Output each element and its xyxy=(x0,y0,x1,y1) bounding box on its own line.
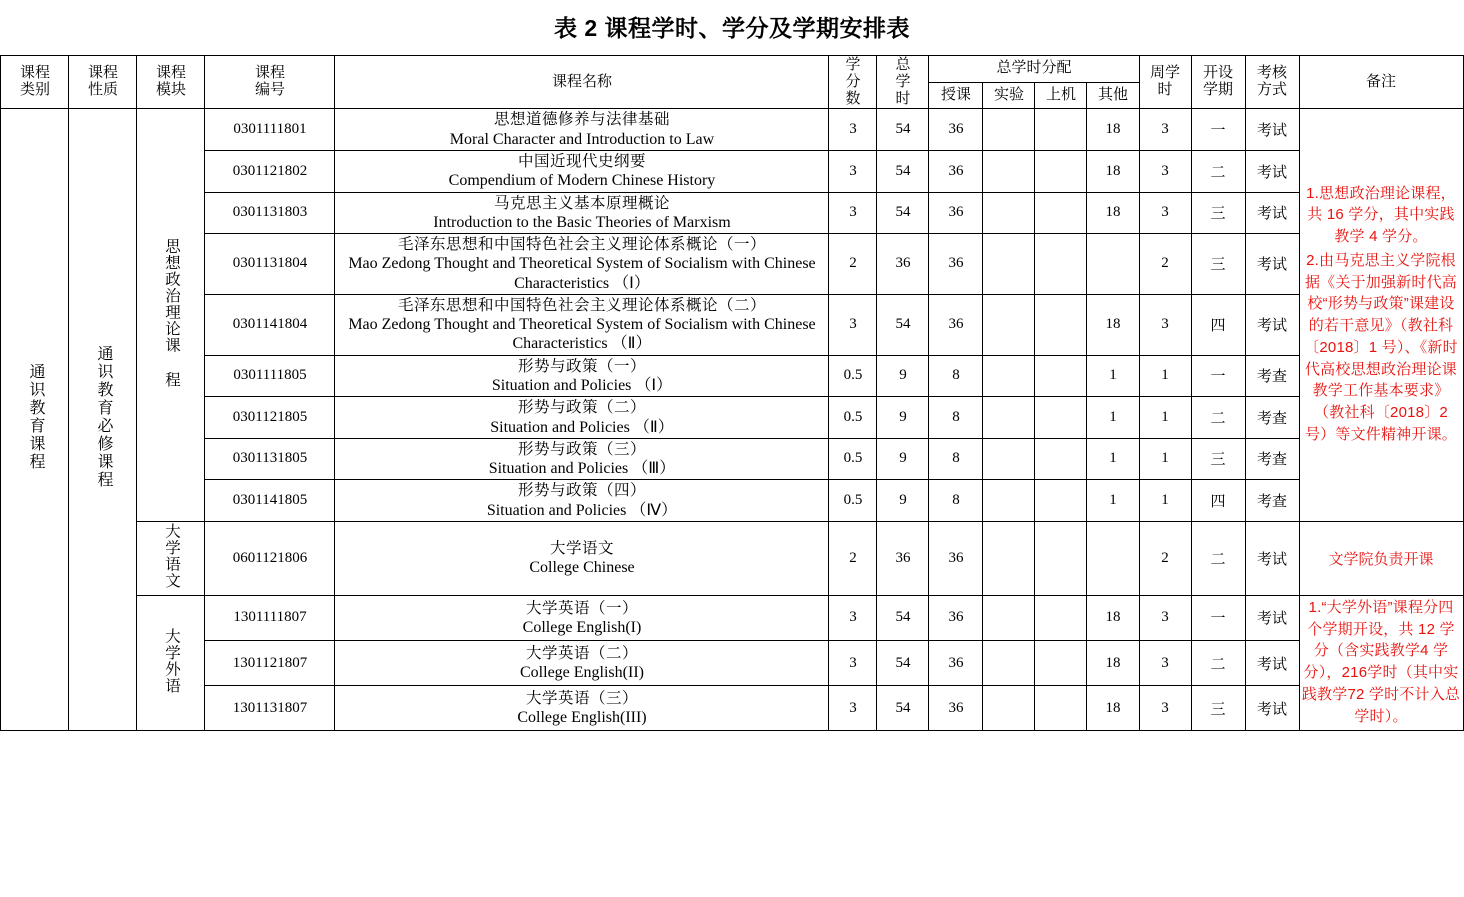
cell-course-name xyxy=(335,686,829,731)
cell-lecture-hours: 36 xyxy=(929,686,983,731)
cell-weekly-hours: 1 xyxy=(1139,480,1191,522)
header-course-module: 课程 模块 xyxy=(137,56,205,109)
cell-computer-hours xyxy=(1035,397,1087,439)
course-name-cn: 形势与政策（二） xyxy=(517,399,646,417)
group-module-chinese-cell xyxy=(137,521,205,595)
cell-weekly-hours: 1 xyxy=(1139,355,1191,397)
cell-course-name xyxy=(335,109,829,151)
cell-total-hours: 54 xyxy=(877,686,929,731)
cell-weekly-hours: 2 xyxy=(1139,521,1191,595)
cell-credits: 2 xyxy=(829,521,877,595)
cell-other-hours: 18 xyxy=(1087,686,1139,731)
cell-credits: 3 xyxy=(829,294,877,355)
cell-lecture-hours: 36 xyxy=(929,150,983,192)
course-name-en: Moral Character and Introduction to Law xyxy=(449,130,715,148)
cell-weekly-hours: 3 xyxy=(1139,686,1191,731)
cell-weekly-hours: 3 xyxy=(1139,294,1191,355)
cell-exam-type: 考查 xyxy=(1245,355,1299,397)
cell-experiment-hours xyxy=(983,640,1035,685)
cell-computer-hours xyxy=(1035,109,1087,151)
cell-credits: 3 xyxy=(829,640,877,685)
course-name-en: College Chinese xyxy=(529,559,635,577)
cell-lecture-hours: 36 xyxy=(929,294,983,355)
course-name-en: Situation and Policies （Ⅳ） xyxy=(486,501,678,519)
cell-course-code: 0601121806 xyxy=(205,521,335,595)
remark-foreign-line-1: 1.“大学外语”课程分四个学期开设，共 12 学分（含实践教学4 学分），216学时（其中实践教学72 学时不计入总学时）。 xyxy=(1301,598,1461,725)
course-name-cn: 大学英语（一） xyxy=(525,599,638,617)
cell-lecture-hours: 36 xyxy=(929,521,983,595)
table-row xyxy=(1,640,1463,685)
cell-lecture-hours: 8 xyxy=(929,397,983,439)
cell-exam-type: 考试 xyxy=(1245,595,1299,640)
header-hours-distribution: 总学时分配 xyxy=(929,56,1139,83)
course-name-cn: 毛泽东思想和中国特色社会主义理论体系概论（一） xyxy=(397,236,766,254)
cell-lecture-hours: 36 xyxy=(929,109,983,151)
cell-other-hours: 18 xyxy=(1087,595,1139,640)
cell-weekly-hours: 1 xyxy=(1139,438,1191,480)
cell-course-code: 1301121807 xyxy=(205,640,335,685)
cell-exam-type: 考试 xyxy=(1245,109,1299,151)
cell-course-code: 0301111801 xyxy=(205,109,335,151)
cell-exam-type: 考试 xyxy=(1245,234,1299,295)
course-name-en: Situation and Policies （Ⅰ） xyxy=(491,376,673,394)
cell-other-hours: 1 xyxy=(1087,355,1139,397)
cell-experiment-hours xyxy=(983,150,1035,192)
cell-other-hours: 1 xyxy=(1087,397,1139,439)
cell-credits: 3 xyxy=(829,150,877,192)
cell-credits: 3 xyxy=(829,109,877,151)
course-name-en: College English(II) xyxy=(520,664,644,682)
cell-course-code: 0301141804 xyxy=(205,294,335,355)
cell-lecture-hours: 36 xyxy=(929,595,983,640)
table-row xyxy=(1,686,1463,731)
cell-other-hours: 1 xyxy=(1087,438,1139,480)
cell-lecture-hours: 8 xyxy=(929,355,983,397)
cell-total-hours: 54 xyxy=(877,595,929,640)
cell-term: 二 xyxy=(1191,640,1245,685)
cell-total-hours: 36 xyxy=(877,234,929,295)
course-name-en: Mao Zedong Thought and Theoretical System of Socialism with Chinese Characteristics （Ⅰ） xyxy=(348,255,816,292)
cell-computer-hours xyxy=(1035,150,1087,192)
course-name-cn: 思想道德修养与法律基础 xyxy=(493,111,670,129)
cell-total-hours: 54 xyxy=(877,150,929,192)
cell-term: 三 xyxy=(1191,234,1245,295)
header-experiment-hours: 实验 xyxy=(983,82,1035,109)
cell-computer-hours xyxy=(1035,595,1087,640)
cell-lecture-hours: 36 xyxy=(929,192,983,234)
cell-credits: 0.5 xyxy=(829,355,877,397)
cell-experiment-hours xyxy=(983,397,1035,439)
cell-term: 二 xyxy=(1191,521,1245,595)
cell-weekly-hours: 3 xyxy=(1139,192,1191,234)
group-category-label: 通识教育课程 xyxy=(26,363,44,472)
cell-term: 二 xyxy=(1191,150,1245,192)
cell-lecture-hours: 8 xyxy=(929,480,983,522)
remark-politics-line-1: 1.思想政治理论课程，共 16 学分，其中实践教学 4 学分。 xyxy=(1306,184,1456,246)
table-row xyxy=(1,595,1463,640)
course-name-cn: 形势与政策（四） xyxy=(517,482,646,500)
course-name-en: Introduction to the Basic Theories of Marxism xyxy=(433,213,731,231)
cell-credits: 2 xyxy=(829,234,877,295)
page-title: 表 2 课程学时、学分及学期安排表 xyxy=(553,15,911,41)
cell-exam-type: 考试 xyxy=(1245,640,1299,685)
remark-politics xyxy=(1299,109,1463,521)
cell-exam-type: 考试 xyxy=(1245,192,1299,234)
course-name-en: Situation and Policies （Ⅲ） xyxy=(488,460,676,478)
header-course-code: 课程 编号 xyxy=(205,56,335,109)
table-row xyxy=(1,192,1463,234)
cell-weekly-hours: 3 xyxy=(1139,595,1191,640)
cell-exam-type: 考试 xyxy=(1245,150,1299,192)
table-header-row-1 xyxy=(1,56,1463,83)
table-row xyxy=(1,234,1463,295)
table-row xyxy=(1,109,1463,151)
group-nature-cell xyxy=(69,109,137,731)
course-name-cn: 大学英语（二） xyxy=(525,644,638,662)
cell-experiment-hours xyxy=(983,595,1035,640)
cell-computer-hours xyxy=(1035,640,1087,685)
cell-exam-type: 考试 xyxy=(1245,521,1299,595)
cell-computer-hours xyxy=(1035,521,1087,595)
cell-computer-hours xyxy=(1035,192,1087,234)
cell-total-hours: 54 xyxy=(877,109,929,151)
cell-course-code: 1301131807 xyxy=(205,686,335,731)
cell-lecture-hours: 36 xyxy=(929,234,983,295)
cell-experiment-hours xyxy=(983,355,1035,397)
group-module-chinese-label: 大学语文 xyxy=(163,522,181,589)
cell-course-name xyxy=(335,640,829,685)
cell-credits: 3 xyxy=(829,192,877,234)
cell-course-code: 0301131805 xyxy=(205,438,335,480)
cell-exam-type: 考试 xyxy=(1245,294,1299,355)
cell-other-hours xyxy=(1087,234,1139,295)
cell-course-code: 0301141805 xyxy=(205,480,335,522)
cell-course-name xyxy=(335,294,829,355)
cell-weekly-hours: 1 xyxy=(1139,397,1191,439)
cell-course-code: 0301121802 xyxy=(205,150,335,192)
cell-course-name xyxy=(335,234,829,295)
cell-lecture-hours: 36 xyxy=(929,640,983,685)
course-name-cn: 毛泽东思想和中国特色社会主义理论体系概论（二） xyxy=(397,296,766,314)
table-row xyxy=(1,150,1463,192)
cell-total-hours: 54 xyxy=(877,192,929,234)
cell-course-name xyxy=(335,397,829,439)
cell-experiment-hours xyxy=(983,521,1035,595)
course-name-cn: 大学语文 xyxy=(549,540,614,558)
table-row xyxy=(1,438,1463,480)
group-nature-label: 通识教育必修课程 xyxy=(94,345,112,490)
course-name-cn: 中国近现代史纲要 xyxy=(517,152,646,170)
cell-computer-hours xyxy=(1035,480,1087,522)
header-weekly-hours: 周学 时 xyxy=(1139,56,1191,109)
cell-term: 三 xyxy=(1191,686,1245,731)
cell-course-name xyxy=(335,480,829,522)
course-name-cn: 马克思主义基本原理概论 xyxy=(493,194,670,212)
cell-exam-type: 考查 xyxy=(1245,397,1299,439)
cell-other-hours: 18 xyxy=(1087,109,1139,151)
cell-course-name xyxy=(335,438,829,480)
cell-weekly-hours: 3 xyxy=(1139,640,1191,685)
course-name-en: College English(III) xyxy=(517,709,647,727)
group-module-politics-cell xyxy=(137,109,205,521)
cell-term: 二 xyxy=(1191,397,1245,439)
cell-experiment-hours xyxy=(983,109,1035,151)
cell-total-hours: 9 xyxy=(877,355,929,397)
cell-total-hours: 54 xyxy=(877,640,929,685)
cell-course-code: 1301111807 xyxy=(205,595,335,640)
cell-total-hours: 9 xyxy=(877,480,929,522)
course-name-en: Mao Zedong Thought and Theoretical System of Socialism with Chinese Characteristics （Ⅱ） xyxy=(348,316,816,353)
header-course-nature: 课程 性质 xyxy=(69,56,137,109)
cell-course-code: 0301131804 xyxy=(205,234,335,295)
cell-course-name xyxy=(335,521,829,595)
header-course-name: 课程名称 xyxy=(335,56,829,109)
table-row xyxy=(1,355,1463,397)
cell-weekly-hours: 3 xyxy=(1139,150,1191,192)
cell-course-name xyxy=(335,192,829,234)
table-row xyxy=(1,397,1463,439)
header-lecture-hours: 授课 xyxy=(929,82,983,109)
group-module-foreign-cell xyxy=(137,595,205,731)
cell-credits: 3 xyxy=(829,686,877,731)
course-name-cn: 形势与政策（一） xyxy=(517,357,646,375)
cell-computer-hours xyxy=(1035,686,1087,731)
course-name-en: College English(I) xyxy=(522,619,642,636)
cell-total-hours: 36 xyxy=(877,521,929,595)
cell-other-hours: 1 xyxy=(1087,480,1139,522)
cell-experiment-hours xyxy=(983,480,1035,522)
cell-total-hours: 9 xyxy=(877,397,929,439)
cell-credits: 3 xyxy=(829,595,877,640)
cell-computer-hours xyxy=(1035,438,1087,480)
cell-computer-hours xyxy=(1035,355,1087,397)
cell-experiment-hours xyxy=(983,234,1035,295)
cell-course-name xyxy=(335,150,829,192)
course-name-en: Situation and Policies （Ⅱ） xyxy=(490,418,674,436)
group-category-cell xyxy=(1,109,69,731)
course-schedule-table xyxy=(0,55,1463,731)
cell-total-hours: 9 xyxy=(877,438,929,480)
cell-computer-hours xyxy=(1035,294,1087,355)
remark-chinese: 文学院负责开课 xyxy=(1299,521,1463,595)
cell-computer-hours xyxy=(1035,234,1087,295)
cell-other-hours: 18 xyxy=(1087,150,1139,192)
header-remark: 备注 xyxy=(1299,56,1463,109)
cell-term: 三 xyxy=(1191,438,1245,480)
cell-experiment-hours xyxy=(983,438,1035,480)
header-credits: 学 分 数 xyxy=(829,56,877,109)
cell-term: 四 xyxy=(1191,294,1245,355)
cell-weekly-hours: 2 xyxy=(1139,234,1191,295)
cell-term: 三 xyxy=(1191,192,1245,234)
course-name-en: Compendium of Modern Chinese History xyxy=(448,172,716,190)
cell-experiment-hours xyxy=(983,294,1035,355)
cell-term: 一 xyxy=(1191,355,1245,397)
course-name-cn: 形势与政策（三） xyxy=(517,440,646,458)
cell-weekly-hours: 3 xyxy=(1139,109,1191,151)
cell-experiment-hours xyxy=(983,192,1035,234)
cell-course-name xyxy=(335,355,829,397)
cell-other-hours: 18 xyxy=(1087,640,1139,685)
cell-credits: 0.5 xyxy=(829,480,877,522)
header-total-hours: 总 学 时 xyxy=(877,56,929,109)
cell-term: 一 xyxy=(1191,595,1245,640)
cell-total-hours: 54 xyxy=(877,294,929,355)
cell-credits: 0.5 xyxy=(829,438,877,480)
cell-credits: 0.5 xyxy=(829,397,877,439)
header-course-category: 课程 类别 xyxy=(1,56,69,109)
header-term: 开设 学期 xyxy=(1191,56,1245,109)
cell-lecture-hours: 8 xyxy=(929,438,983,480)
header-computer-hours: 上机 xyxy=(1035,82,1087,109)
cell-course-name xyxy=(335,595,829,640)
cell-other-hours xyxy=(1087,521,1139,595)
cell-course-code: 0301111805 xyxy=(205,355,335,397)
header-other-hours: 其他 xyxy=(1087,82,1139,109)
remark-politics-line-2: 2.由马克思主义学院根据《关于加强新时代高校“形势与政策”课建设的若干意见》（教社科〔2018〕1 号）、《新时代高校思想政治理论课教学工作基本要求》（教社科〔2018〕2 号）等文件精神开课。 xyxy=(1304,251,1458,443)
group-module-politics-label: 思想政治理论课 程 xyxy=(163,237,181,388)
cell-course-code: 0301121805 xyxy=(205,397,335,439)
cell-experiment-hours xyxy=(983,686,1035,731)
cell-term: 一 xyxy=(1191,109,1245,151)
cell-other-hours: 18 xyxy=(1087,192,1139,234)
cell-course-code: 0301131803 xyxy=(205,192,335,234)
table-row xyxy=(1,521,1463,595)
cell-term: 四 xyxy=(1191,480,1245,522)
cell-exam-type: 考查 xyxy=(1245,480,1299,522)
header-exam-type: 考核 方式 xyxy=(1245,56,1299,109)
remark-foreign xyxy=(1299,595,1463,731)
cell-exam-type: 考试 xyxy=(1245,686,1299,731)
table-row xyxy=(1,480,1463,522)
cell-other-hours: 18 xyxy=(1087,294,1139,355)
cell-exam-type: 考查 xyxy=(1245,438,1299,480)
course-name-cn: 大学英语（三） xyxy=(525,689,638,707)
table-row xyxy=(1,294,1463,355)
group-module-foreign-label: 大学外语 xyxy=(163,627,181,694)
